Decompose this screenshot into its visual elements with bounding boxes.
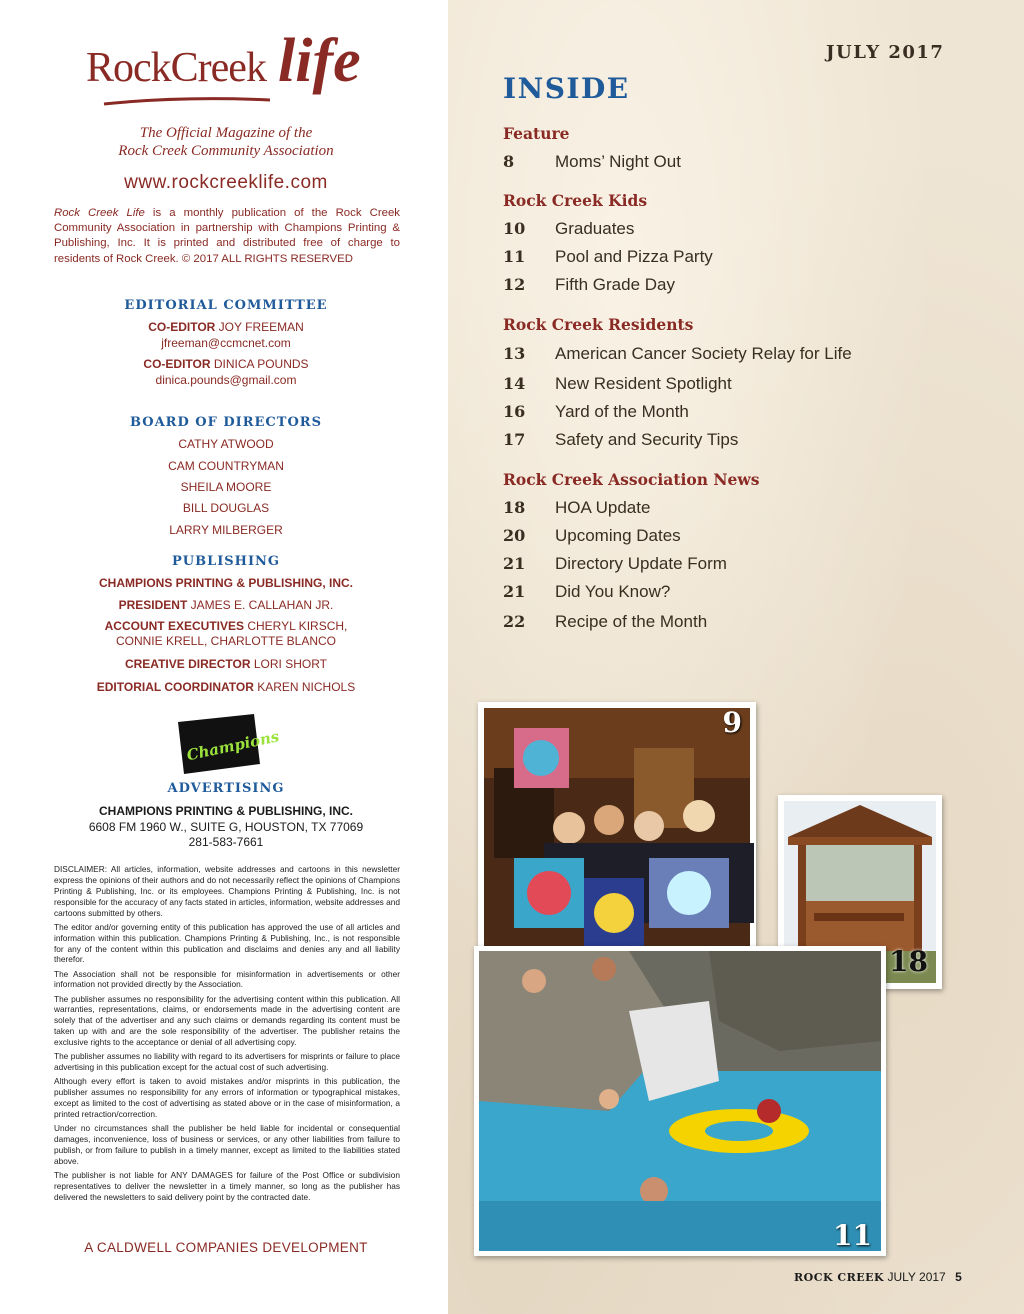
editorial-coordinator-line (0, 680, 452, 694)
intro-text: is a monthly publication of the Rock Creek Community Association in partnership with Champions Printing & Publishing, Inc. It is printed and distributed free of charge to residents of Rock Creek. © 2017 ALL RIGHTS RESERVED (54, 207, 400, 265)
toc-page-number: 22 (503, 612, 526, 631)
advertising-address: 6608 FM 1960 W., SUITE G, HOUSTON, TX 77069 (88, 820, 364, 834)
board-heading: BOARD OF DIRECTORS (130, 415, 322, 430)
disclaimer-paragraph: The publisher is not liable for ANY DAMAGES for failure of the Post Office or subdivision representatives to deliver the newsletter in a timely manner, so long as the publisher has delivered the newsletters to said delivery point by the contracted date. (54, 1169, 400, 1202)
toc-page-number: 18 (503, 498, 526, 517)
coeditor-1-email[interactable]: jfreeman@ccmcnet.com (161, 336, 291, 350)
toc-page-number: 16 (503, 402, 526, 421)
coeditor-1-role: CO-EDITOR (148, 320, 216, 334)
footer-date: JULY 2017 (887, 1270, 946, 1284)
tagline-line-1: The Official Magazine of the (139, 125, 313, 141)
coeditor-2-email[interactable]: dinica.pounds@gmail.com (155, 373, 297, 387)
account-executives-line (0, 619, 452, 633)
toc-item-title[interactable]: Graduates (555, 219, 635, 238)
disclaimer-paragraph: Although every effort is taken to avoid mistakes and/or misprints in this publication, the publisher assumes no responsibility for any errors of information or typographical mistakes, except as limited to the cost of advertising as stated above or in the case of misinformation, a printed retraction/correction. (54, 1076, 400, 1119)
toc-item-title[interactable]: Moms’ Night Out (555, 152, 681, 171)
board-member: SHEILA MOORE (180, 480, 272, 494)
toc-item-title[interactable]: HOA Update (555, 498, 651, 517)
account-executives-names-2: CONNIE KRELL, CHARLOTTE BLANCO (115, 634, 337, 648)
champions-logo (174, 712, 281, 776)
toc-item-title[interactable]: Fifth Grade Day (555, 275, 675, 294)
intro-paragraph (54, 206, 400, 267)
disclaimer-paragraph: The editor and/or governing entity of this publication has approved the use of all articles and information within this publication. Champions Printing & Publishing, Inc., is not responsible for any of the content within this publication and disclaims and denies any and all liability therefor. (54, 921, 400, 965)
publishing-company: CHAMPIONS PRINTING & PUBLISHING, INC. (98, 576, 353, 590)
logo-swoosh-icon (102, 94, 272, 108)
president-role: PRESIDENT (118, 598, 188, 612)
account-executives-names: CHERYL KIRSCH, (244, 619, 348, 633)
toc-page-number: 14 (503, 374, 526, 393)
inside-heading: INSIDE (503, 72, 630, 105)
toc-item-title[interactable]: Upcoming Dates (555, 526, 681, 545)
pool-party-page-number: 11 (833, 1219, 872, 1252)
board-member: BILL DOUGLAS (182, 501, 270, 515)
page-footer (794, 1270, 962, 1284)
moms-night-out-photo[interactable] (478, 702, 756, 960)
masthead-column (0, 0, 448, 1314)
board-member: CAM COUNTRYMAN (168, 459, 284, 473)
toc-page-number: 21 (503, 582, 526, 601)
moms-night-out-page-number: 9 (722, 706, 742, 739)
toc-page-number: 20 (503, 526, 526, 545)
creative-director-role: CREATIVE DIRECTOR (124, 657, 251, 671)
disclaimer-paragraph: Under no circumstances shall the publisher be held liable for incidental or consequential damages, inconvenience, loss of business or services, or any other liabilities from failure to publish, or from failure to publish in a timely manner, except as limited to the liabilities stated above. (54, 1123, 400, 1166)
disclaimer-paragraph: The publisher assumes no liability with regard to its advertisers for misprints or failure to place advertising in this publication except for the actual cost of such advertising. (54, 1051, 400, 1073)
logo-rock-creek-text: RockCreek (86, 45, 266, 91)
toc-item-title[interactable]: Recipe of the Month (555, 612, 708, 631)
president-line (0, 598, 452, 612)
board-member: LARRY MILBERGER (169, 523, 283, 537)
toc-section-heading: Feature (503, 124, 570, 143)
toc-item-title[interactable]: Safety and Security Tips (555, 430, 739, 449)
toc-item-title[interactable]: Pool and Pizza Party (555, 247, 713, 266)
toc-page-number: 17 (503, 430, 526, 449)
creative-director-name: LORI SHORT (250, 657, 328, 671)
pergola-page-number: 18 (889, 945, 928, 978)
toc-item-title[interactable]: New Resident Spotlight (555, 374, 732, 393)
toc-item-title[interactable]: Did You Know? (555, 582, 671, 601)
president-name: JAMES E. CALLAHAN JR. (187, 598, 334, 612)
coeditor-1 (0, 320, 452, 334)
advertising-company: CHAMPIONS PRINTING & PUBLISHING, INC. (98, 804, 353, 818)
toc-page-number: 11 (503, 247, 526, 266)
disclaimer-paragraph: The Association shall not be responsible for misinformation in advertisements or other information not provided directly by the Association. (54, 968, 400, 990)
disclaimer-block (54, 864, 400, 1206)
pool-party-photo[interactable] (474, 946, 886, 1256)
issue-date: JULY 2017 (826, 42, 945, 63)
toc-page-number: 21 (503, 554, 526, 573)
toc-section-heading: Rock Creek Residents (503, 315, 694, 334)
toc-item-title[interactable]: Directory Update Form (555, 554, 727, 573)
toc-section-heading: Rock Creek Kids (503, 191, 648, 210)
toc-page-number: 13 (503, 344, 526, 363)
editorial-coordinator-role: EDITORIAL COORDINATOR (96, 680, 254, 694)
disclaimer-paragraph: DISCLAIMER: All articles, information, website addresses and cartoons in this newsletter express the opinions of their authors and do not necessarily reflect the opinions of Champions Printing & Publishing, Inc. or its employees. Champions Printing & Publishing, Inc. is not responsible for the accuracy of any facts stated in articles, information, website addresses and cartoons submitted by others. (54, 864, 400, 918)
toc-section-heading: Rock Creek Association News (503, 470, 760, 489)
website-link[interactable]: www.rockcreeklife.com (124, 172, 328, 193)
account-executives-role: ACCOUNT EXECUTIVES (104, 619, 244, 633)
rock-creek-life-logo (86, 27, 376, 110)
toc-item-title[interactable]: Yard of the Month (555, 402, 689, 421)
coeditor-1-name: JOY FREEMAN (215, 320, 304, 334)
toc-page-number: 12 (503, 275, 526, 294)
logo-life-text: life (278, 27, 361, 95)
coeditor-2-role: CO-EDITOR (143, 357, 211, 371)
toc-page-number: 8 (503, 152, 515, 171)
footer-brand: ROCK CREEK (794, 1271, 885, 1284)
advertising-phone: 281-583-7661 (188, 835, 264, 849)
coeditor-2 (0, 357, 452, 371)
creative-director-line (0, 657, 452, 671)
publishing-heading: PUBLISHING (171, 554, 281, 569)
intro-title: Rock Creek Life (54, 207, 145, 219)
toc-item-title[interactable]: American Cancer Society Relay for Life (555, 344, 852, 363)
tagline-line-2: Rock Creek Community Association (118, 143, 334, 159)
advertising-heading: ADVERTISING (167, 781, 285, 796)
footer-page-number: 5 (955, 1270, 962, 1284)
editorial-coordinator-name: KAREN NICHOLS (253, 680, 356, 694)
champions-logo-text: Champions (185, 727, 281, 765)
editorial-heading: EDITORIAL COMMITTEE (124, 298, 328, 313)
pool-party-image (479, 951, 881, 1251)
coeditor-2-name: DINICA POUNDS (210, 357, 309, 371)
moms-night-out-image (484, 708, 750, 954)
disclaimer-paragraph: The publisher assumes no responsibility for the advertising content within this publication. All warranties, representations, claims, or endorsements made in the advertising content are solely that of the advertiser and any such claims or demands regarding its content must be taken up with and are the sole responsibility of the advertiser. The publisher retains the exclusive rights to the acceptance or denial of all advertising copy. (54, 993, 400, 1048)
board-member: CATHY ATWOOD (178, 437, 274, 451)
toc-page-number: 10 (503, 219, 526, 238)
caldwell-footer: A CALDWELL COMPANIES DEVELOPMENT (84, 1240, 368, 1255)
